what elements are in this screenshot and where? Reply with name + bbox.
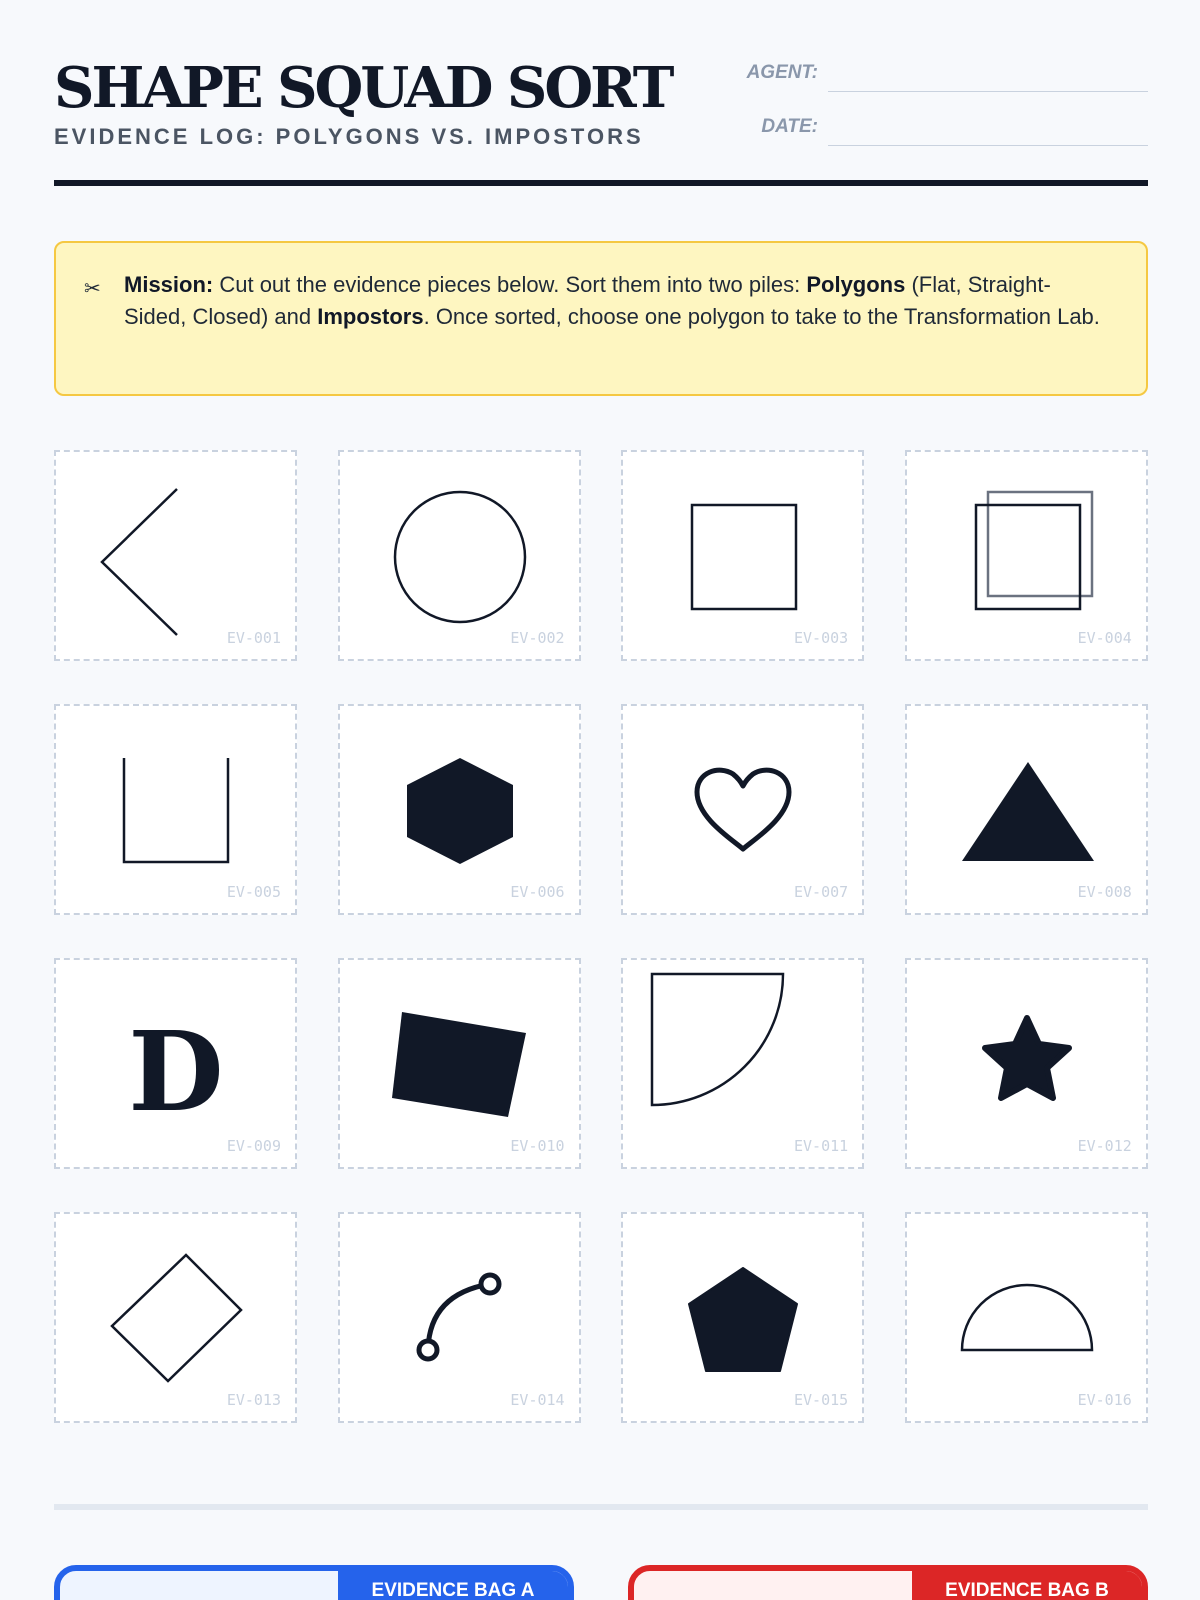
card-id: EV-004 — [1077, 629, 1132, 647]
date-field — [730, 106, 1148, 146]
evidence-bag-b-label: EVIDENCE BAG B — [912, 1571, 1142, 1600]
page-title: SHAPE SQUAD SORT — [54, 55, 672, 121]
evidence-bag-a — [54, 1565, 574, 1600]
mission-lead: Mission: — [124, 272, 214, 297]
agent-field — [730, 52, 1148, 92]
card-id: EV-001 — [226, 629, 281, 647]
card-id: EV-016 — [1077, 1391, 1132, 1409]
section-divider — [54, 1504, 1148, 1510]
card-id: EV-006 — [510, 883, 565, 901]
card-id: EV-014 — [510, 1391, 565, 1409]
evidence-card[interactable] — [54, 450, 297, 661]
evidence-card[interactable] — [54, 1212, 297, 1423]
evidence-grid — [54, 450, 1148, 1423]
evidence-card[interactable] — [905, 1212, 1148, 1423]
evidence-card[interactable] — [338, 1212, 581, 1423]
card-id: EV-012 — [1077, 1137, 1132, 1155]
evidence-card[interactable] — [54, 704, 297, 915]
card-id: EV-007 — [794, 883, 849, 901]
card-id: EV-003 — [794, 629, 849, 647]
page-subtitle: EVIDENCE LOG: POLYGONS VS. IMPOSTORS — [54, 124, 644, 149]
mission-impostors: Impostors — [317, 304, 424, 329]
letter-d: D — [128, 1007, 224, 1136]
mission-text-1: Cut out the evidence pieces below. Sort them into two piles: — [213, 272, 807, 297]
evidence-card[interactable] — [338, 704, 581, 915]
agent-line — [828, 56, 1148, 92]
card-id: EV-010 — [510, 1137, 565, 1155]
card-id: EV-009 — [226, 1137, 281, 1155]
date-label: DATE: — [761, 116, 818, 137]
card-id: EV-002 — [510, 629, 565, 647]
card-id: EV-015 — [794, 1391, 849, 1409]
evidence-card[interactable] — [54, 958, 297, 1169]
mission-text-3: . Once sorted, choose one polygon to take to the Transformation Lab. — [423, 304, 1100, 329]
evidence-card[interactable] — [621, 450, 864, 661]
evidence-card[interactable] — [621, 958, 864, 1169]
evidence-card[interactable] — [621, 704, 864, 915]
header-divider — [54, 180, 1148, 186]
card-id: EV-013 — [226, 1391, 281, 1409]
card-id: EV-011 — [794, 1137, 849, 1155]
evidence-card[interactable] — [621, 1212, 864, 1423]
date-line — [828, 110, 1148, 146]
evidence-card[interactable] — [338, 958, 581, 1169]
card-id: EV-005 — [226, 883, 281, 901]
mission-text-2: (Flat, Straight-Sided, Closed) and — [124, 272, 1051, 329]
evidence-card[interactable] — [905, 704, 1148, 915]
scissors-icon: ✂ — [84, 278, 101, 300]
agent-label: AGENT: — [746, 62, 818, 83]
evidence-card[interactable] — [905, 450, 1148, 661]
evidence-card[interactable] — [338, 450, 581, 661]
mission-polygons: Polygons — [806, 272, 906, 297]
card-id: EV-008 — [1077, 883, 1132, 901]
evidence-bag-a-label: EVIDENCE BAG A — [338, 1571, 568, 1600]
evidence-card[interactable] — [905, 958, 1148, 1169]
mission-box — [54, 241, 1148, 396]
evidence-bag-b — [628, 1565, 1148, 1600]
